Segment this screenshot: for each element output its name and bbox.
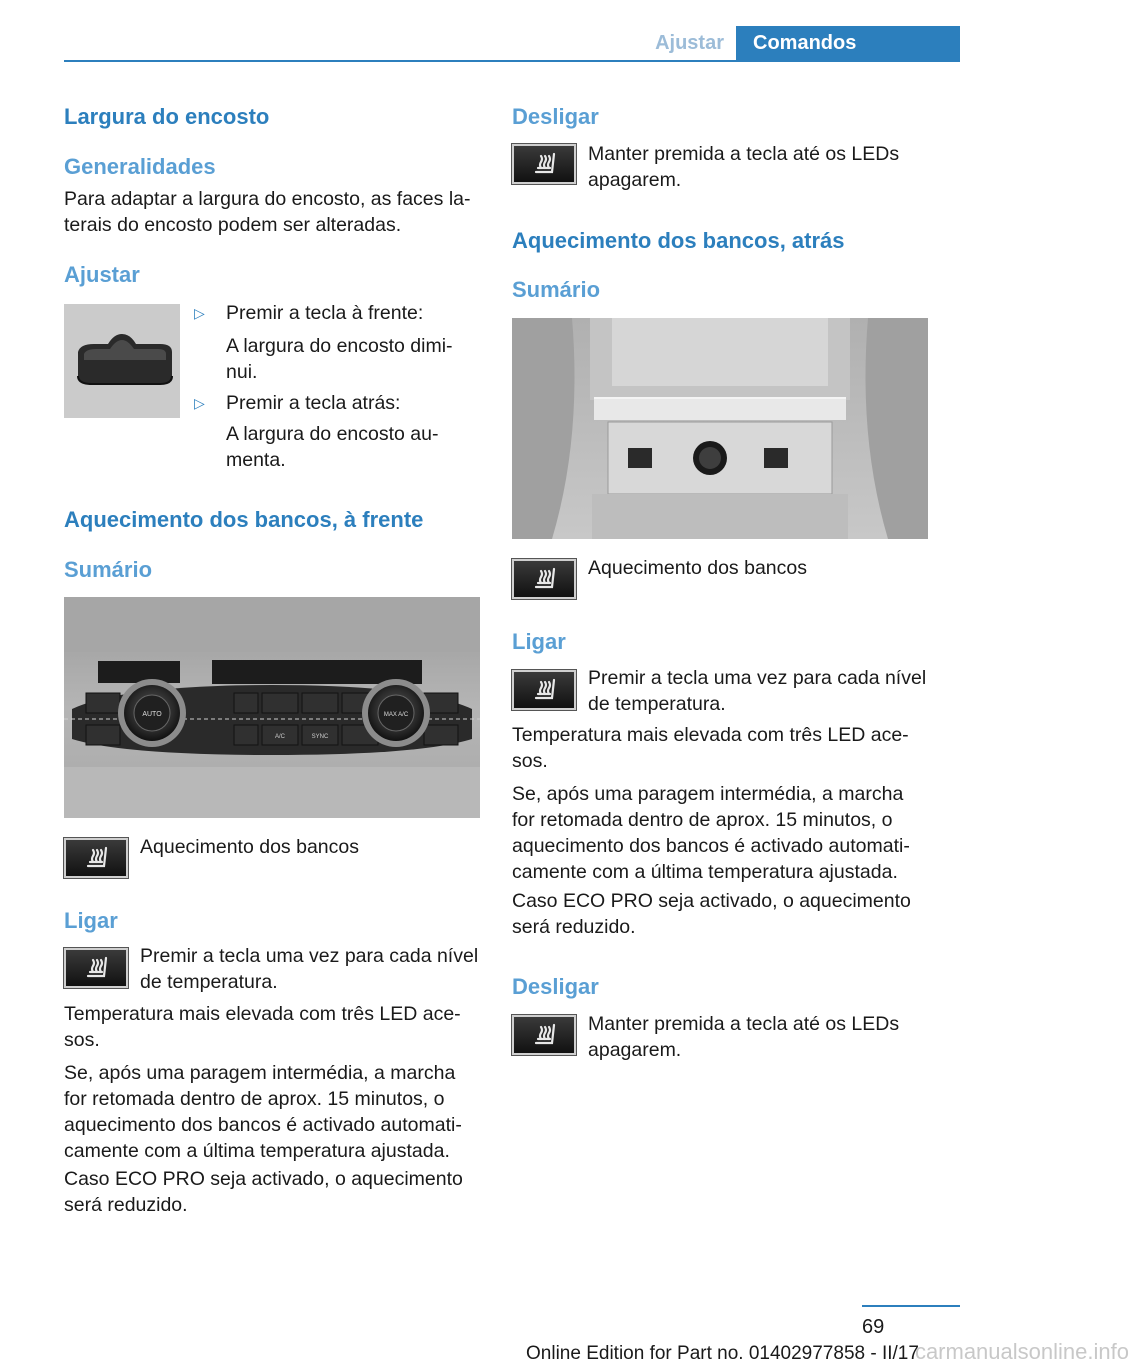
front-on-title: Ligar [64, 908, 118, 933]
seat-heating-key-icon [64, 948, 128, 988]
front-overview-title: Sumário [64, 557, 153, 582]
seat-heating-key-icon [512, 144, 576, 184]
watermark: carmanualsonline.info [914, 1339, 1129, 1364]
step-1-result: A largura do encosto dimi-nui. [226, 335, 453, 383]
front-off-key-text: Manter premida a tecla até os LEDs apagarem. [588, 143, 900, 191]
edition-footer [526, 1339, 1129, 1365]
backrest-width-title: Largura do encosto [64, 104, 270, 129]
seat-heating-key-icon [512, 670, 576, 710]
front-on-key-text: Premir a tecla uma vez para cada nível de temperatura. [140, 945, 479, 993]
step-1-action: Premir a tecla à frente: [226, 302, 424, 324]
rear-icon-caption: Aquecimento dos bancos [588, 557, 807, 579]
section-tab[interactable]: Ajustar [655, 32, 724, 54]
backrest-switch-image [64, 304, 180, 418]
sync-label: SYNC [311, 734, 329, 740]
step-marker-1: ▷ [194, 305, 205, 321]
rear-off-title: Desligar [512, 974, 599, 999]
general-text: Para adaptar a largura do encosto, as faces la-terais do encosto podem ser alteradas. [64, 188, 471, 236]
rear-on-key-text: Premir a tecla uma vez para cada nível de temperatura. [588, 667, 927, 715]
step-2-action: Premir a tecla atrás: [226, 392, 401, 414]
rear-seat-heating-title: Aquecimento dos bancos, atrás [512, 228, 845, 253]
front-off-title: Desligar [512, 104, 599, 129]
seat-heating-key-icon [512, 1015, 576, 1055]
rear-on-p2: Se, após uma paragem intermédia, a marcha for retomada dentro de aprox. 15 minutos, o aquecimento dos bancos é activado automati-camente com a última temperatura ajustada. [512, 783, 910, 883]
general-title: Generalidades [64, 154, 216, 179]
front-icon-caption: Aquecimento dos bancos [140, 836, 359, 858]
front-on-p1: Temperatura mais elevada com três LED ace-sos. [64, 1003, 461, 1051]
front-seat-heating-title: Aquecimento dos bancos, à frente [64, 507, 424, 532]
rear-on-p3: Caso ECO PRO seja activado, o aquecimento será reduzido. [512, 890, 911, 938]
footer-rule [862, 1305, 960, 1307]
step-2-result: A largura do encosto au-menta. [226, 423, 439, 471]
step-marker-2: ▷ [194, 395, 205, 411]
front-on-p2: Se, após uma paragem intermédia, a marcha for retomada dentro de aprox. 15 minutos, o aquecimento dos bancos é activado automati-camente com a última temperatura ajustada. [64, 1062, 462, 1162]
rear-off-key-text: Manter premida a tecla até os LEDs apagarem. [588, 1013, 900, 1061]
ac-label: A/C [274, 734, 286, 740]
front-climate-panel-image [64, 597, 480, 818]
adjust-title: Ajustar [64, 262, 140, 287]
edition-text: Online Edition for Part no. 01402977858 - II/17 [526, 1343, 919, 1364]
front-on-p3: Caso ECO PRO seja activado, o aquecimento será reduzido. [64, 1168, 463, 1216]
rear-overview-title: Sumário [512, 277, 601, 302]
rear-on-title: Ligar [512, 629, 566, 654]
header-rule [64, 60, 960, 62]
auto-label: AUTO [142, 711, 162, 718]
rear-console-image [512, 318, 928, 539]
rear-on-p1: Temperatura mais elevada com três LED ace-sos. [512, 724, 909, 772]
page-number: 69 [862, 1316, 885, 1338]
seat-heating-key-icon [64, 838, 128, 878]
max-ac-label: MAX A/C [383, 712, 409, 718]
chapter-tab[interactable]: Comandos [736, 26, 960, 62]
seat-heating-key-icon [512, 559, 576, 599]
